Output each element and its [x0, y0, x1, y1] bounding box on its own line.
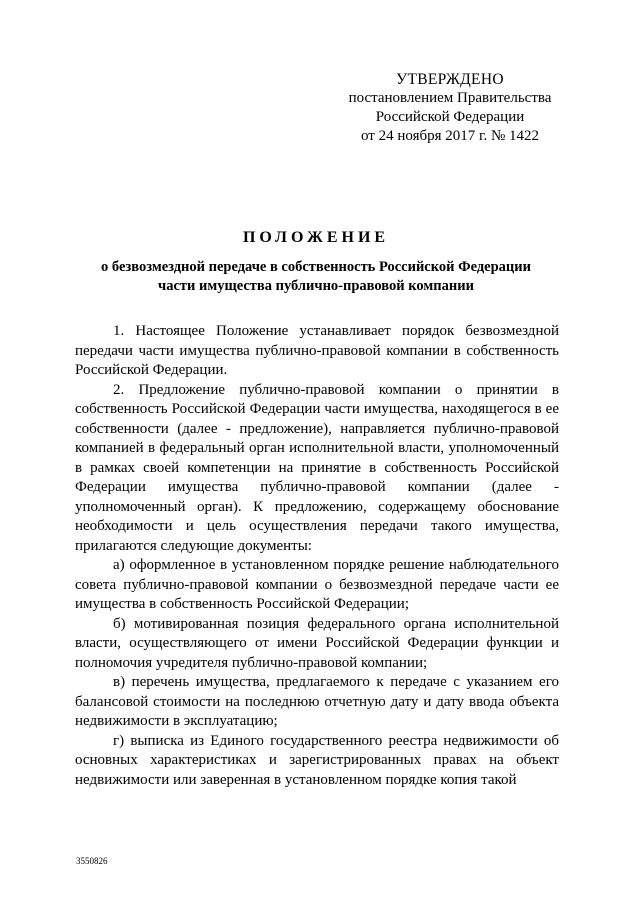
approval-line-2: Российской Федерации	[375, 109, 525, 125]
paragraph-2g: г) выписка из Единого государственного реестра недвижимости об основных характеристиках и зарегистрированных правах на объект недвижимости или заверенная в установленном порядке копия такой	[75, 732, 559, 788]
paragraph-2v: в) перечень имущества, предлагаемого к передаче с указанием его балансовой стоимости на последнюю отчетную дату и дату ввода объекта недвижимости в эксплуатацию;	[75, 674, 559, 729]
subtitle-line-1: о безвозмездной передаче в собственность Российской Федерации	[101, 259, 531, 275]
paragraph-1: 1. Настоящее Положение устанавливает порядок безвозмездной передачи части имущества публично-правовой компании в собственность Российской Федерации.	[75, 323, 559, 378]
approval-date-number: от 24 ноября 2017 г. № 1422	[360, 128, 540, 144]
document-code: 3550826	[76, 856, 108, 866]
approval-heading: УТВЕРЖДЕНО	[396, 71, 504, 88]
document-body	[75, 322, 559, 790]
subtitle-line-2: части имущества публично-правовой компании	[158, 278, 474, 294]
paragraph-2: 2. Предложение публично-правовой компании о принятии в собственность Российской Федерации части имущества, находящегося в ее собственности (далее - предложение), направляется публично-правовой компанией в федеральный орган исполнительной власти, уполномоченный в рамках своей компетенции на принятие в собственность Российской Федерации имущества публично-правовой компании (далее - уполномоченный орган). К предложению, содержащему обоснование необходимости и цель осуществления передачи такого имущества, прилагаются следующие документы:	[75, 381, 559, 554]
document-title: ПОЛОЖЕНИЕ	[242, 229, 390, 246]
document-subtitle	[60, 258, 572, 296]
approval-block	[340, 70, 560, 146]
approval-line-1: постановлением Правительства	[348, 90, 552, 106]
paragraph-2b: б) мотивированная позиция федерального органа исполнительной власти, осуществляющего от имени Российской Федерации функции и полномочия учредителя публично-правовой компании;	[75, 615, 559, 671]
paragraph-2a: а) оформленное в установленном порядке решение наблюдательного совета публично-правовой компании о безвозмездной передаче части ее имущества в собственность Российской Федерации;	[75, 557, 559, 612]
